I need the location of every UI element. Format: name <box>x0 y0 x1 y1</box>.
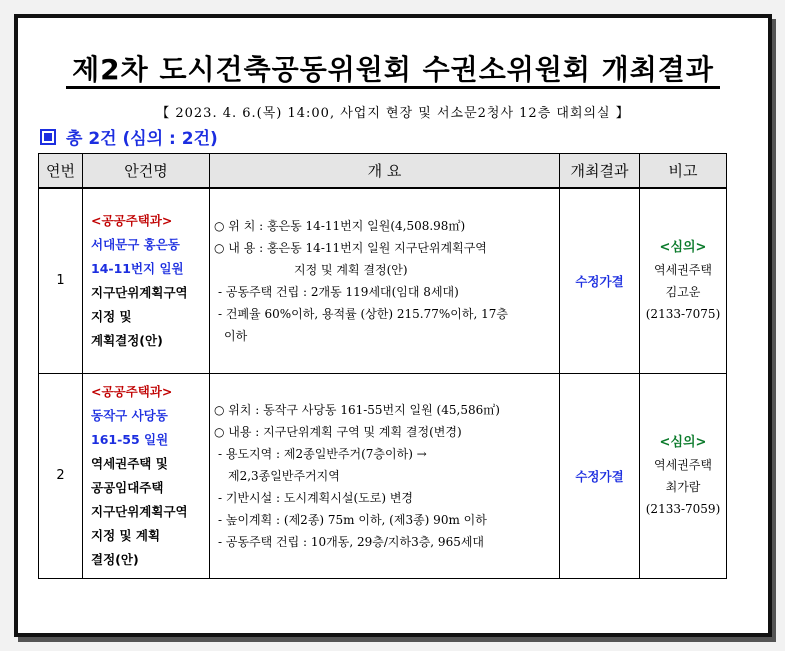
page-title: 제2차 도시건축공동위원회 수권소위원회 개최결과 <box>18 48 768 88</box>
note: <심의> 역세권주택 김고운 (2133-7075) <box>640 188 727 373</box>
results-table <box>38 153 727 579</box>
header-name: 안건명 <box>83 154 210 189</box>
agenda-name: <공공주택과> 서대문구 홍은동 14-11번지 일원 지구단위계획구역 지정 및 계획결정(안) <box>83 188 210 373</box>
header-overview: 개 요 <box>210 154 560 189</box>
summary-text: 총 2건 (심의 : 2건) <box>66 129 218 149</box>
header-result: 개최결과 <box>560 154 640 189</box>
overview: ○ 위치 : 동작구 사당동 161-55번지 일원 (45,586㎡) ○ 내용 : 지구단위계획 구역 및 계획 결정(변경) - 용도지역 : 제2종일반주거(7층이하) → 제2,3종일반주거지역 - 기반시설 : 도시계획시설(도로) 변경 - 높이계획 : (제2종) 75m 이하, (제3종) 90m 이하 - 공동주택 건립 : 10개동, 29층/지하3층, 965세대 <box>210 373 560 578</box>
result-status: 수정가결 <box>560 373 640 578</box>
row-num: 2 <box>39 373 83 578</box>
meeting-info: 【 2023. 4. 6.(목) 14:00, 사업지 현장 및 서소문2청사 12층 대회의실 】 <box>156 106 630 121</box>
agenda-name: <공공주택과> 동작구 사당동 161-55 일원 역세권주택 및 공공임대주택 지구단위계획구역 지정 및 계획 결정(안) <box>83 373 210 578</box>
header-num: 연번 <box>39 154 83 189</box>
table-header-row <box>39 154 727 189</box>
row-num: 1 <box>39 188 83 373</box>
result-status: 수정가결 <box>560 188 640 373</box>
header-note: 비고 <box>640 154 727 189</box>
summary <box>40 124 218 149</box>
note: <심의> 역세권주택 최가람 (2133-7059) <box>640 373 727 578</box>
square-bullet-icon <box>40 129 56 145</box>
table-row <box>39 373 727 578</box>
overview: ○ 위 치 : 홍은동 14-11번지 일원(4,508.98㎡) ○ 내 용 : 홍은동 14-11번지 일원 지구단위계획구역 지정 및 계획 결정(안) - 공동주택 건립 : 2개동 119세대(임대 8세대) - 건폐율 60%이하, 용적률 (상한) 215.77%이하, 17층 이하 <box>210 188 560 373</box>
table-row <box>39 188 727 373</box>
